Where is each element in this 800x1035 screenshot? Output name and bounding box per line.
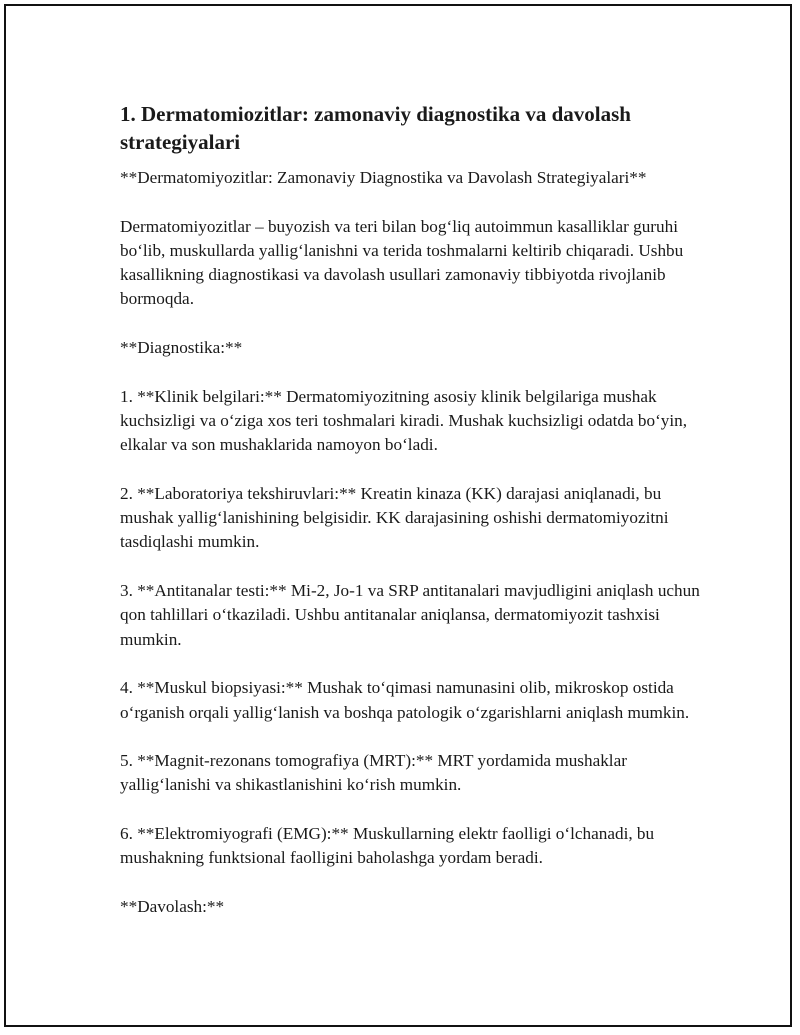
subtitle-paragraph: **Dermatomiyozitlar: Zamonaviy Diagnostika va Davolash Strategiyalari** [120, 168, 647, 187]
document-body [120, 100, 705, 944]
document-title: 1. Dermatomiozitlar: zamonaviy diagnostika va davolash strategiyalari [120, 102, 631, 154]
intro-paragraph: Dermatomiyozitlar – buyozish va teri bilan bog‘liq autoimmun kasalliklar guruhi bo‘lib, muskullarda yallig‘lanishni va terida toshmalarni keltirib chiqaradi. Ushbu kasallikning diagnostikasi va davolash usullari zamonaviy tibbiyotda rivojlanib bormoqda. [120, 216, 688, 309]
list-item-clinical-signs: 1. **Klinik belgilari:** Dermatomiyozitning asosiy klinik belgilariga mushak kuchsizligi va o‘ziga xos teri toshmalari kiradi. Mushak kuchsizligi odatda bo‘yin, elkalar va son mushaklarida namoyon bo‘ladi. [120, 386, 692, 455]
list-item-mri: 5. **Magnit-rezonans tomografiya (MRT):** MRT yordamida mushaklar yallig‘lanishi va shikastlanishini ko‘rish mumkin. [120, 751, 632, 795]
list-item-lab-tests: 2. **Laboratoriya tekshiruvlari:** Kreatin kinaza (KK) darajasi aniqlanadi, bu mushak yallig‘lanishining belgisidir. KK darajasining oshishi dermatomiyozitni tasdiqlashi mumkin. [120, 483, 673, 552]
list-item-emg: 6. **Elektromiyografi (EMG):** Muskullarning elektr faolligi o‘lchanadi, bu mushakning funktsional faolligini baholashga yordam beradi. [120, 824, 659, 868]
page-frame [4, 4, 792, 1027]
treatment-heading: **Davolash:** [120, 896, 225, 916]
list-item-muscle-biopsy: 4. **Muskul biopsiyasi:** Mushak to‘qimasi namunasini olib, mikroskop ostida o‘rganish orqali yallig‘lanish va boshqa patologik o‘zgarishlarni aniqlash mumkin. [120, 678, 690, 722]
list-item-antibody-test: 3. **Antitanalar testi:** Mi-2, Jo-1 va SRP antitanalari mavjudligini aniqlash uchun qon tahlillari o‘tkaziladi. Ushbu antitanalar aniqlansa, dermatomiyozit tashxisi mumkin. [120, 581, 705, 649]
diagnostics-heading: **Diagnostika:** [120, 338, 243, 358]
